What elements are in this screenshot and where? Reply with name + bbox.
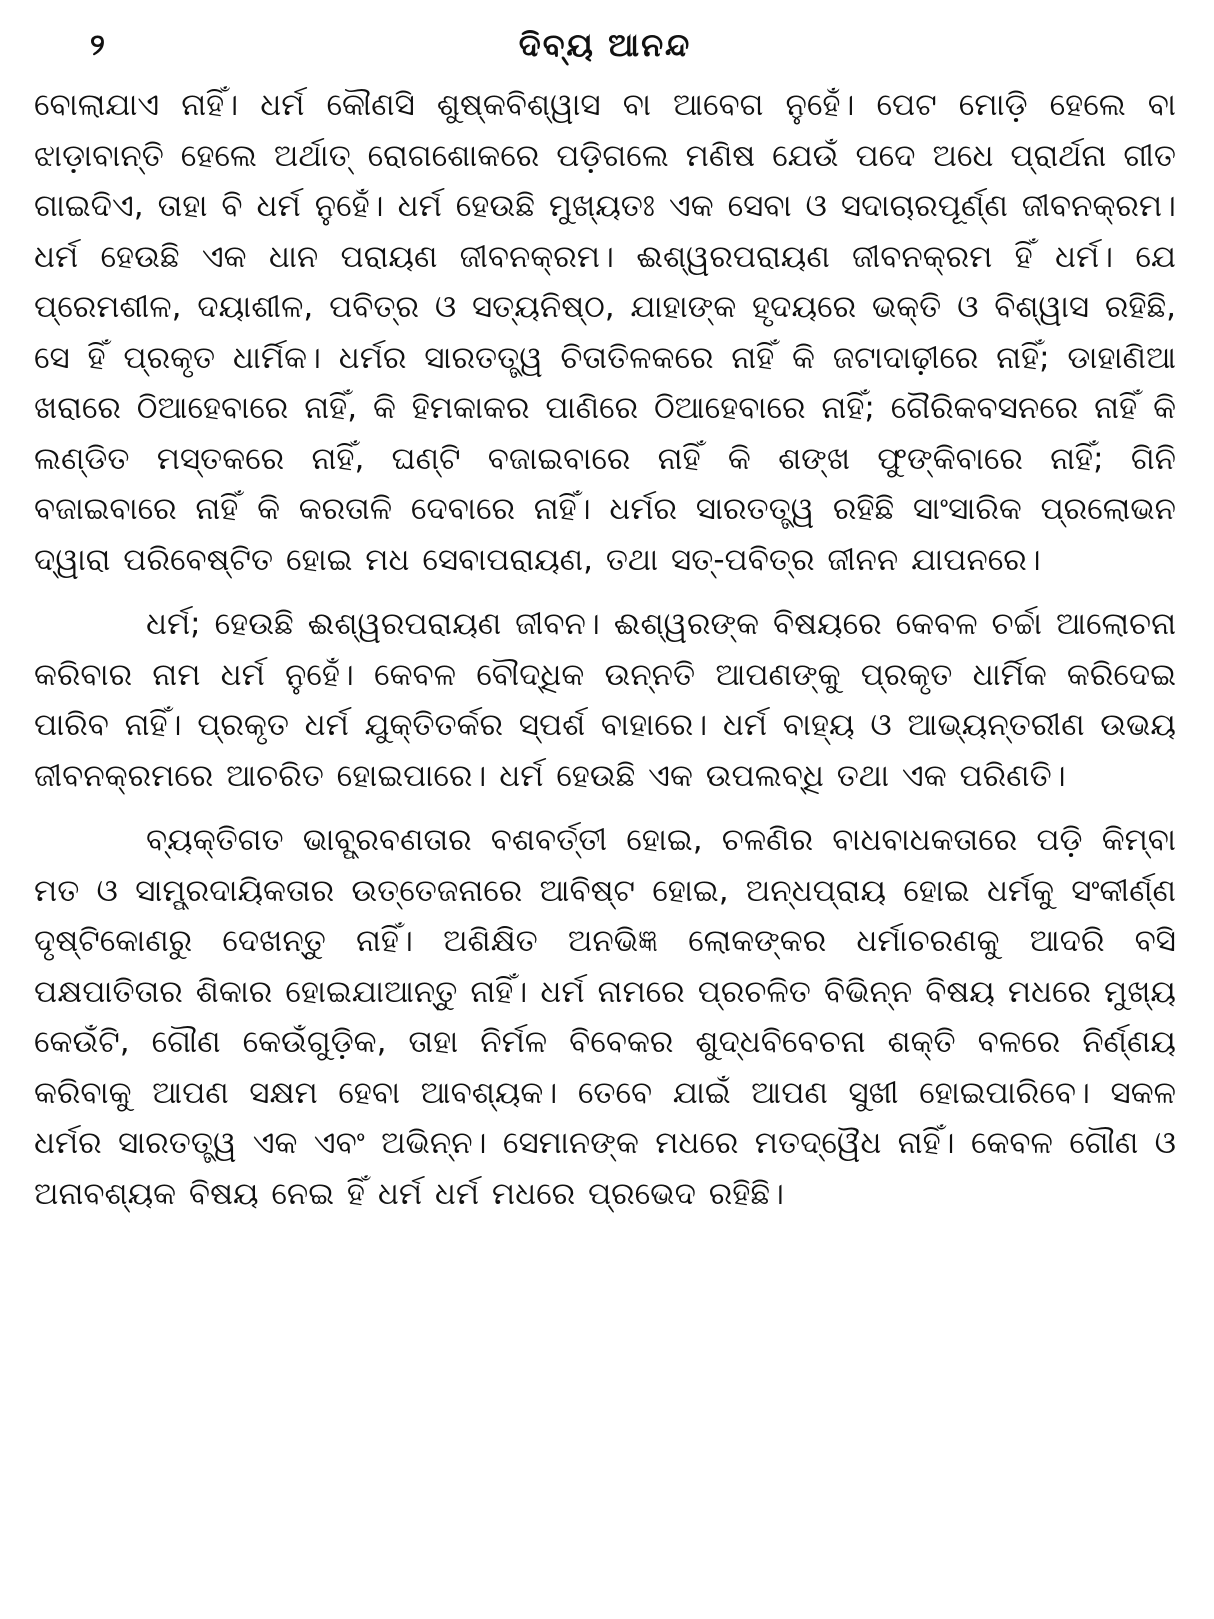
page-header [30, 20, 1180, 72]
paragraph-3: ବ୍ୟକ୍ତିଗତ ଭାବ୍ପ୍ରବଣତାର ବଶବର୍ତ୍ତୀ ହୋଇ, ଚଳଣିର ବାଧବାଧକତାରେ ପଡ଼ି କିମ୍ବା ମତ ଓ ସାମ୍ପ୍ରଦାୟିକତାର ଉତ୍ତେଜନାରେ ଆବିଷ୍ଟ ହୋଇ, ଅନ୍ଧପ୍ରାୟ ହୋଇ ଧର୍ମକୁ ସଂକୀର୍ଣ୍ଣ ଦୃଷ୍ଟିକୋଣରୁ ଦେଖନ୍ତୁ ନାହିଁ। ଅଶିକ୍ଷିତ ଅନଭିଜ୍ଞ ଲୋକଙ୍କର ଧର୍ମାଚରଣକୁ ଆଦରି ବସି ପକ୍ଷପାତିତାର ଶିକାର ହୋଇଯାଆନ୍ତୁ ନାହିଁ। ଧର୍ମ ନାମରେ ପ୍ରଚଳିତ ବିଭିନ୍ନ ବିଷୟ ମଧରେ ମୁଖ୍ୟ କେଉଁଟି, ଗୌଣ କେଉଁଗୁଡ଼ିକ, ତାହା ନିର୍ମଳ ବିବେକର ଶୁଦ୍ଧବିବେଚନା ଶକ୍ତି ବଳରେ ନିର୍ଣ୍ଣୟ କରିବାକୁ ଆପଣ ସକ୍ଷମ ହେବା ଆବଶ୍ୟକ। ତେବେ ଯାଇଁ ଆପଣ ସୁଖୀ ହୋଇପାରିବେ। ସକଳ ଧର୍ମର ସାରତତ୍ତ୍ୱ ଏକ ଏବଂ ଅଭିନ୍ନ। ସେମାନଙ୍କ ମଧରେ ମତଦ୍ୱୈଧ ନାହିଁ। କେବଳ ଗୌଣ ଓ ଅନାବଶ୍ୟକ ବିଷୟ ନେଇ ହିଁ ଧର୍ମ ଧର୍ମ ମଧରେ ପ୍ରଭେଦ ରହିଛି। [34, 822, 1176, 1212]
body-text [30, 80, 1180, 1219]
running-title: ଦିବ୍ୟ ଆନନ୍ଦ [518, 26, 692, 64]
paragraph-1: ବୋଲାଯାଏ ନାହିଁ। ଧର୍ମ କୌଣସି ଶୁଷ୍କବିଶ୍ୱାସ ବା ଆବେଗ ନୁହେଁ। ପେଟ ମୋଡ଼ି ହେଲେ ବା ଝାଡ଼ାବାନ୍ତି ହେଲେ ଅର୍ଥାତ୍ ରୋଗଶୋକରେ ପଡ଼ିଗଲେ ମଣିଷ ଯେଉଁ ପଦେ ଅଧେ ପ୍ରାର୍ଥନା ଗୀତ ଗାଇଦିଏ, ତାହା ବି ଧର୍ମ ନୁହେଁ। ଧର୍ମ ହେଉଛି ମୁଖ୍ୟତଃ ଏକ ସେବା ଓ ସଦାଚାରପୂର୍ଣ୍ଣ ଜୀବନକ୍ରମ। ଧର୍ମ ହେଉଛି ଏକ ଧାନ ପରାୟଣ ଜୀବନକ୍ରମ। ଈଶ୍ୱରପରାୟଣ ଜୀବନକ୍ରମ ହିଁ ଧର୍ମ। ଯେ ପ୍ରେମଶୀଳ, ଦୟାଶୀଳ, ପବିତ୍ର ଓ ସତ୍ୟନିଷ୍ଠ, ଯାହାଙ୍କ ହୃଦୟରେ ଭକ୍ତି ଓ ବିଶ୍ୱାସ ରହିଛି, ସେ ହିଁ ପ୍ରକୃତ ଧାର୍ମିକ। ଧର୍ମର ସାରତତ୍ତ୍ୱ ଚିତାତିଳକରେ ନାହିଁ କି ଜଟାଦାଢ଼ୀରେ ନାହିଁ; ଡାହାଣିଆ ଖରାରେ ଠିଆହେବାରେ ନାହିଁ, କି ହିମକାକର ପାଣିରେ ଠିଆହେବାରେ ନାହିଁ; ଗୈରିକବସନରେ ନାହିଁ କି ଲଣ୍ଡିତ ମସ୍ତକରେ ନାହିଁ, ଘଣ୍ଟି ବଜାଇବାରେ ନାହିଁ କି ଶଙ୍ଖ ଫୁଙ୍କିବାରେ ନାହିଁ; ଗିନି ବଜାଇବାରେ ନାହିଁ କି କରତାଳି ଦେବାରେ ନାହିଁ। ଧର୍ମର ସାରତତ୍ତ୍ୱ ରହିଛି ସାଂସାରିକ ପ୍ରଲୋଭନ ଦ୍ୱାରା ପରିବେଷ୍ଟିତ ହୋଇ ମଧ ସେବାପରାୟଣ, ତଥା ସତ୍-ପବିତ୍ର ଜୀନନ ଯାପନରେ। [34, 87, 1176, 578]
book-page [30, 20, 1180, 1600]
page-number: ୨ [90, 28, 105, 63]
paragraph-2: ଧର୍ମ; ହେଉଛି ଈଶ୍ୱରପରାୟଣ ଜୀବନ। ଈଶ୍ୱରଙ୍କ ବିଷୟରେ କେବଳ ଚର୍ଚ୍ଚା ଆଲୋଚନା କରିବାର ନାମ ଧର୍ମ ନୁହେଁ। କେବଳ ବୌଦ୍ଧିକ ଉନ୍ନତି ଆପଣଙ୍କୁ ପ୍ରକୃତ ଧାର୍ମିକ କରିଦେଇ ପାରିବ ନାହିଁ। ପ୍ରକୃତ ଧର୍ମ ଯୁକ୍ତିତର୍କର ସ୍ପର୍ଶ ବାହାରେ। ଧର୍ମ ବାହ୍ୟ ଓ ଆଭ୍ୟନ୍ତରୀଣ ଉଭୟ ଜୀବନକ୍ରମରେ ଆଚରିତ ହୋଇପାରେ। ଧର୍ମ ହେଉଛି ଏକ ଉପଲବ୍ଧି ତଥା ଏକ ପରିଣତି। [34, 606, 1176, 794]
